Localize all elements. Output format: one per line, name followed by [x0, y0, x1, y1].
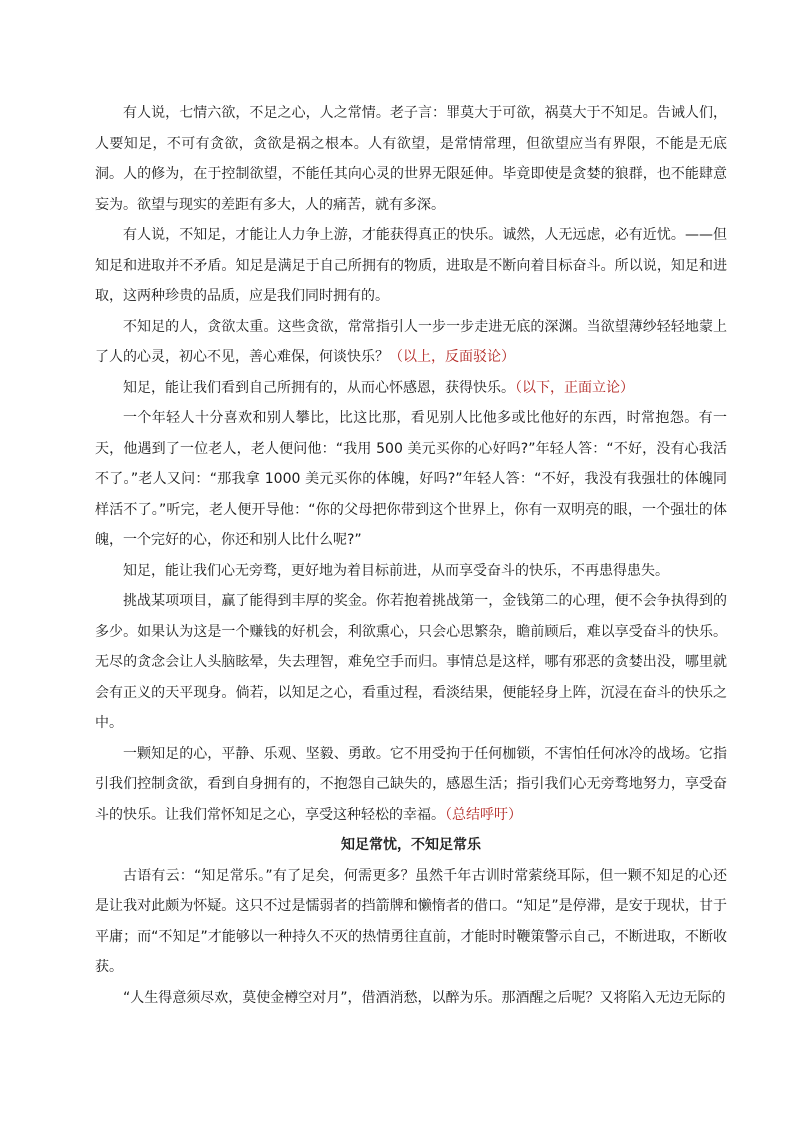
paragraph-text: 知足，能让我们心无旁骛，更好地为着目标前进，从而享受奋斗的快乐，不再患得患失。: [123, 562, 669, 579]
annotation-note: （以下，正面立论）: [515, 379, 634, 396]
paragraph-text: 挑战某项项目，赢了能得到丰厚的奖金。你若抱着挑战第一，金钱第二的心理，便不会争执得到的多少。如果认为这是一个赚钱的好机会，利欲熏心，只会心思繁杂，瞻前顾后，难以享受奋斗的快乐。无尽的贪念会让人头脑眩晕，失去理智，难免空手而归。事情总是这样，哪有邪恶的贪婪出没，哪里就会有正义的天平现身。倘若，以知足之心，看重过程，看淡结果，便能轻身上阵，沉浸在奋斗的快乐之中。: [95, 593, 727, 731]
paragraph-2: [95, 220, 727, 312]
paragraph-3: [95, 312, 727, 373]
paragraph-text: 有人说，七情六欲，不足之心，人之常情。老子言：罪莫大于可欲，祸莫大于不知足。告诫人们，人要知足，不可有贪欲，贪欲是祸之根本。人有欲望，是常情常理，但欲望应当有界限，不能是无底洞。人的修为，在于控制欲望，不能任其向心灵的世界无限延伸。毕竟即使是贪婪的狼群，也不能肆意妄为。欲望与现实的差距有多大，人的痛苦，就有多深。: [95, 105, 727, 213]
paragraph-text: 有人说，不知足，才能让人力争上游，才能获得真正的快乐。诚然，人无远虑，必有近忧。——但知足和进取并不矛盾。知足是满足于自己所拥有的物质，进取是不断向着目标奋斗。所以说，知足和进取，这两种珍贵的品质，应是我们同时拥有的。: [95, 227, 727, 304]
paragraph-text: 不知足的人，贪欲太重。这些贪欲，常常指引人一步一步走进无底的深渊。当欲望薄纱轻轻地蒙上了人的心灵，初心不见，善心难保，何谈快乐？: [95, 318, 727, 365]
paragraph-6: [95, 556, 727, 587]
paragraph-8: [95, 739, 727, 831]
paragraph-7: [95, 586, 727, 739]
paragraph-text: 一颗知足的心，平静、乐观、坚毅、勇敢。它不用受拘于任何枷锁，不害怕任何冰冷的战场。它指引我们控制贪欲，看到自身拥有的，不抱怨自己缺失的，感恩生活；指引我们心无旁骛地努力，享受奋斗的快乐。让我们常怀知足之心，享受这种轻松的幸福。: [95, 745, 727, 823]
paragraph-text: 一个年轻人十分喜欢和别人攀比，比这比那，看见别人比他多或比他好的东西，时常抱怨。有一天，他遇到了一位老人，老人便问他：“我用 500 美元买你的心好吗?”年轻人答：“不好，没有心我活不了。”老人又问：“那我拿 1000 美元买你的体魄，好吗?”年轻人答：“不好，我没有我强壮的体魄同样活不了。”听完，老人便开导他：“你的父母把你带到这个世界上，你有一双明亮的眼，一个强壮的体魄，一个完好的心，你还和别人比什么呢?”: [95, 410, 727, 548]
annotation-note: （以上，反面驳论）: [389, 349, 515, 365]
paragraph-9: [95, 861, 727, 983]
paragraph-10: [95, 983, 727, 1014]
paragraph-text: 古语有云：“知足常乐。”有了足矣，何需更多？虽然千年古训时常萦绕耳际，但一颗不知足的心还是让我对此颇为怀疑。这只不过是懦弱者的挡箭牌和懒惰者的借口。“知足”是停滞，是安于现状，甘于平庸；而“不知足”才能够以一种持久不灭的热情勇往直前，才能时时鞭策警示自己，不断进取，不断收获。: [95, 867, 727, 975]
paragraph-1: [95, 98, 727, 220]
section-heading: 知足常忧，不知足常乐: [341, 837, 481, 853]
paragraph-text: 知足，能让我们看到自己所拥有的，从而心怀感恩，获得快乐。: [123, 379, 515, 396]
annotation-note: （总结呼吁）: [445, 806, 522, 823]
paragraph-5: [95, 403, 727, 556]
document-page: [95, 98, 727, 1013]
paragraph-4: [95, 373, 727, 404]
paragraph-text: “人生得意须尽欢，莫使金樽空对月”，借酒消愁，以醉为乐。那酒醒之后呢？又将陷入无边无际的: [123, 989, 726, 1006]
